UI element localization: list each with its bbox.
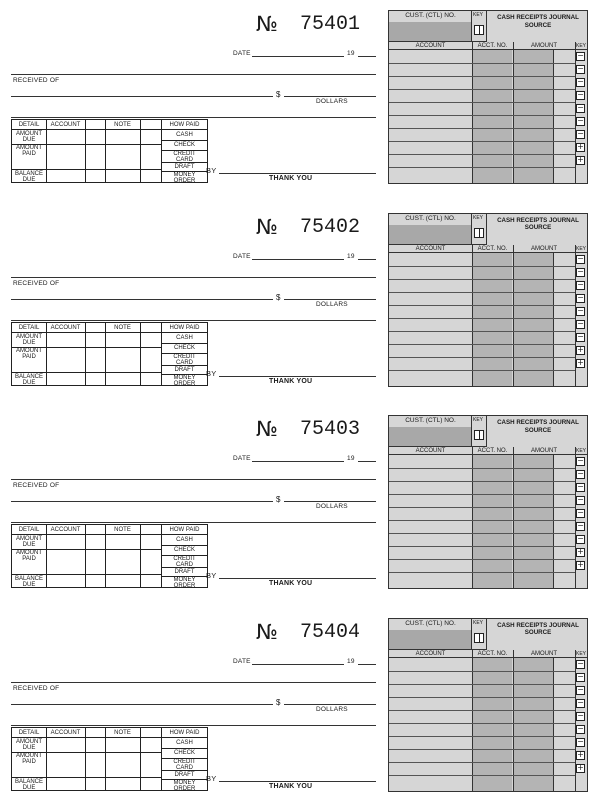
journal-stub: [388, 618, 588, 792]
header-detail: DETAIL: [18, 527, 40, 533]
key-minus-icon[interactable]: −: [577, 456, 584, 465]
by-signature-field[interactable]: [219, 173, 376, 174]
acct-no-column: [472, 50, 512, 183]
header-account: ACCOUNT: [50, 527, 81, 533]
year-prefix: 19: [347, 252, 355, 260]
amount-column: [513, 455, 553, 588]
by-signature-field[interactable]: [219, 781, 376, 782]
header-detail: DETAIL: [18, 729, 40, 736]
key-minus-icon[interactable]: −: [577, 90, 584, 99]
cust-number-field[interactable]: [389, 427, 471, 446]
how-paid-credit-card: CREDIT CARD: [173, 353, 196, 366]
balance-due-label: BALANCE DUE: [15, 576, 44, 588]
stub-row-line: [389, 279, 575, 280]
by-label: BY: [206, 166, 217, 175]
stub-row-line: [389, 167, 575, 168]
how-paid-cash: CASH: [176, 334, 193, 341]
stub-row-line: [389, 76, 575, 77]
number-symbol: №: [256, 417, 277, 441]
key-minus-icon[interactable]: −: [577, 508, 584, 517]
stub-row-line: [389, 546, 575, 547]
dollars-label: DOLLARS: [316, 98, 348, 105]
acct-no-column: [472, 253, 512, 386]
divider: [11, 277, 376, 278]
stub-row-line: [389, 115, 575, 116]
key-minus-icon[interactable]: −: [577, 658, 584, 668]
received-of-label: RECEIVED OF: [13, 684, 60, 692]
cust-number-box: [389, 619, 472, 650]
stub-title: CASH RECEIPTS JOURNAL SOURCE: [497, 621, 579, 636]
header-how-paid: HOW PAID: [169, 122, 200, 128]
stub-row-line: [389, 572, 575, 573]
date-label: DATE: [233, 252, 251, 260]
how-paid-draft: DRAFT: [174, 771, 195, 778]
dollars-label: DOLLARS: [316, 300, 348, 308]
stub-row-line: [389, 507, 575, 508]
amount-column: [513, 658, 553, 791]
stub-header-amount: AMOUNT: [531, 650, 557, 657]
how-paid-check: CHECK: [173, 142, 195, 148]
cust-number-label: CUST. (CTL) NO.: [405, 417, 456, 424]
stub-header-acct-no: ACCT. NO.: [477, 245, 508, 252]
key-label: KEY: [473, 214, 484, 221]
date-label: DATE: [233, 657, 251, 665]
how-paid-money-order: MONEY ORDER: [173, 172, 196, 184]
detail-table: [11, 524, 208, 588]
amount-words-field[interactable]: [11, 117, 376, 118]
header-how-paid: HOW PAID: [169, 324, 200, 331]
stub-row-line: [389, 128, 575, 129]
acct-no-column: [472, 455, 512, 588]
header-account: ACCOUNT: [50, 729, 81, 736]
dollars-label: DOLLARS: [316, 503, 348, 510]
amount-due-label: AMOUNT DUE: [16, 333, 42, 346]
header-how-paid: HOW PAID: [169, 729, 200, 736]
how-paid-credit-card: CREDIT CARD: [173, 758, 196, 771]
cust-number-box: [389, 416, 472, 447]
received-of-label: RECEIVED OF: [13, 279, 60, 287]
how-paid-money-order: MONEY ORDER: [173, 374, 196, 387]
stub-title: CASH RECEIPTS JOURNAL SOURCE: [497, 216, 579, 231]
stub-header-account: ACCOUNT: [415, 650, 446, 657]
header-note: NOTE: [114, 324, 131, 331]
stub-row-line: [389, 468, 575, 469]
stub-header-account: ACCOUNT: [415, 448, 446, 454]
by-label: BY: [206, 571, 217, 580]
divider: [11, 479, 376, 480]
key-minus-icon[interactable]: −: [577, 305, 584, 315]
year-prefix: 19: [347, 657, 355, 665]
thank-you: THANK YOU: [269, 782, 313, 790]
header-note: NOTE: [114, 527, 131, 533]
number-symbol: №: [256, 12, 277, 36]
key-minus-icon[interactable]: −: [577, 736, 584, 746]
key-checkbox[interactable]: [474, 633, 484, 643]
date-label: DATE: [233, 455, 251, 462]
key-minus-icon[interactable]: −: [577, 51, 584, 60]
divider: [11, 74, 376, 75]
key-minus-icon[interactable]: −: [577, 469, 584, 478]
stub-header-key: KEY: [575, 448, 586, 454]
header-account: ACCOUNT: [50, 324, 81, 331]
amount-paid-label: AMOUNT PAID: [16, 145, 42, 157]
dollar-sign: $: [276, 697, 281, 707]
cust-number-field[interactable]: [389, 225, 471, 244]
how-paid-cash: CASH: [176, 537, 193, 543]
year-prefix: 19: [347, 455, 355, 462]
key-minus-icon[interactable]: −: [577, 266, 584, 276]
received-of-label: RECEIVED OF: [13, 77, 60, 84]
stub-title: CASH RECEIPTS JOURNAL SOURCE: [497, 419, 579, 434]
how-paid-check: CHECK: [173, 749, 195, 756]
stub-row-line: [389, 141, 575, 142]
how-paid-credit-card: CREDIT CARD: [173, 556, 196, 568]
balance-due-label: BALANCE DUE: [15, 373, 44, 386]
key-plus-icon[interactable]: +: [577, 762, 584, 772]
receipt-number: 75404: [300, 620, 361, 644]
how-paid-money-order: MONEY ORDER: [173, 577, 196, 589]
year-field[interactable]: [358, 259, 376, 260]
date-label: DATE: [233, 50, 251, 57]
year-field[interactable]: [358, 664, 376, 665]
stub-row-line: [389, 154, 575, 155]
key-box: [472, 619, 487, 650]
header-detail: DETAIL: [18, 324, 40, 331]
key-minus-icon[interactable]: −: [577, 710, 584, 720]
key-minus-icon[interactable]: −: [577, 331, 584, 341]
cust-number-label: CUST. (CTL) NO.: [405, 12, 456, 19]
balance-due-label: BALANCE DUE: [15, 171, 44, 183]
stub-header-amount: AMOUNT: [531, 448, 557, 454]
stub-row-line: [389, 710, 575, 711]
year-field[interactable]: [358, 56, 376, 57]
stub-row-line: [389, 481, 575, 482]
stub-row-line: [389, 305, 575, 306]
stub-row-line: [389, 749, 575, 750]
amount-paid-label: AMOUNT PAID: [16, 550, 42, 562]
amount-field[interactable]: [284, 704, 376, 705]
year-prefix: 19: [347, 50, 355, 57]
received-of-field[interactable]: [11, 501, 273, 502]
header-account: ACCOUNT: [50, 122, 81, 128]
stub-row-line: [389, 63, 575, 64]
stub-row-line: [389, 684, 575, 685]
key-minus-icon[interactable]: −: [577, 684, 584, 694]
how-paid-draft: DRAFT: [174, 366, 195, 373]
receipt-form: [0, 203, 600, 404]
how-paid-draft: DRAFT: [174, 569, 195, 575]
stub-header-acct-no: ACCT. NO.: [477, 448, 508, 454]
date-field[interactable]: [252, 664, 344, 665]
amount-due-label: AMOUNT DUE: [16, 536, 42, 548]
amount-field[interactable]: [284, 501, 376, 502]
by-signature-field[interactable]: [219, 376, 376, 377]
stub-row-line: [389, 697, 575, 698]
key-plus-icon[interactable]: +: [577, 344, 584, 354]
stub-header-account: ACCOUNT: [415, 43, 446, 49]
dollars-label: DOLLARS: [316, 705, 348, 713]
cust-number-label: CUST. (CTL) NO.: [405, 619, 456, 627]
amount-column: [513, 50, 553, 183]
stub-row-line: [389, 533, 575, 534]
received-of-field[interactable]: [11, 96, 273, 97]
receipt-form: [0, 608, 600, 804]
number-symbol: №: [256, 619, 277, 644]
stub-header-row: [389, 650, 587, 658]
stub-header-key: KEY: [575, 650, 586, 657]
key-checkbox[interactable]: [474, 25, 484, 35]
stub-row-line: [389, 344, 575, 345]
key-minus-icon[interactable]: −: [577, 318, 584, 328]
key-box: [472, 11, 487, 42]
amount-paid-label: AMOUNT PAID: [16, 347, 42, 360]
number-symbol: №: [256, 214, 277, 239]
year-field[interactable]: [358, 461, 376, 462]
journal-stub: [388, 10, 588, 184]
date-field[interactable]: [252, 259, 344, 260]
amount-due-label: AMOUNT DUE: [16, 131, 42, 143]
receipt-number: 75402: [300, 215, 361, 239]
stub-header-key: KEY: [575, 245, 586, 252]
stub-row-line: [389, 494, 575, 495]
journal-stub: [388, 213, 588, 387]
header-note: NOTE: [114, 122, 131, 128]
by-label: BY: [206, 773, 217, 783]
stub-header-row: [389, 42, 587, 50]
stub-row-line: [389, 292, 575, 293]
key-label: KEY: [473, 417, 484, 423]
stub-row-line: [389, 736, 575, 737]
stub-row-line: [389, 331, 575, 332]
acct-no-column: [472, 658, 512, 791]
cust-number-label: CUST. (CTL) NO.: [405, 214, 456, 222]
stub-header-amount: AMOUNT: [531, 245, 557, 252]
divider: [11, 682, 376, 683]
dollar-sign: $: [276, 495, 281, 504]
dollar-sign: $: [276, 292, 281, 302]
key-label: KEY: [473, 12, 484, 18]
balance-due-label: BALANCE DUE: [15, 778, 44, 791]
stub-header-amount: AMOUNT: [531, 43, 557, 49]
stub-row-line: [389, 89, 575, 90]
key-plus-icon[interactable]: +: [577, 155, 584, 164]
detail-table: [11, 119, 208, 183]
by-signature-field[interactable]: [219, 578, 376, 579]
stub-row-line: [389, 559, 575, 560]
stub-row-line: [389, 370, 575, 371]
stub-header-acct-no: ACCT. NO.: [477, 43, 508, 49]
key-minus-icon[interactable]: −: [577, 521, 584, 530]
date-field[interactable]: [252, 461, 344, 462]
amount-words-field[interactable]: [11, 522, 376, 523]
key-minus-icon[interactable]: −: [577, 671, 584, 681]
date-field[interactable]: [252, 56, 344, 57]
stub-header-account: ACCOUNT: [415, 245, 446, 252]
dollar-sign: $: [276, 90, 281, 99]
key-plus-icon[interactable]: +: [577, 142, 584, 151]
key-plus-icon[interactable]: +: [577, 547, 584, 556]
receipt-form: [0, 405, 600, 606]
key-minus-icon[interactable]: −: [577, 103, 584, 112]
stub-title: CASH RECEIPTS JOURNAL SOURCE: [497, 14, 579, 29]
key-minus-icon[interactable]: −: [577, 482, 584, 491]
receipt-form: [0, 0, 600, 201]
cust-number-box: [389, 11, 472, 42]
key-minus-icon[interactable]: −: [577, 116, 584, 125]
journal-stub: [388, 415, 588, 589]
stub-row-line: [389, 266, 575, 267]
thank-you: THANK YOU: [269, 175, 313, 182]
key-label: KEY: [473, 619, 484, 626]
key-checkbox[interactable]: [474, 430, 484, 440]
thank-you: THANK YOU: [269, 377, 313, 385]
detail-table: [11, 322, 208, 386]
key-checkbox[interactable]: [474, 228, 484, 238]
detail-table: [11, 727, 208, 791]
header-note: NOTE: [114, 729, 131, 736]
key-minus-icon[interactable]: −: [577, 77, 584, 86]
how-paid-check: CHECK: [173, 344, 195, 351]
stub-row-line: [389, 318, 575, 319]
how-paid-draft: DRAFT: [174, 164, 195, 170]
received-of-label: RECEIVED OF: [13, 482, 60, 489]
amount-field[interactable]: [284, 299, 376, 300]
key-minus-icon[interactable]: −: [577, 495, 584, 504]
key-box: [472, 214, 487, 245]
cust-number-field[interactable]: [389, 22, 471, 41]
amount-field[interactable]: [284, 96, 376, 97]
how-paid-credit-card: CREDIT CARD: [173, 151, 196, 163]
stub-row-line: [389, 520, 575, 521]
amount-paid-label: AMOUNT PAID: [16, 752, 42, 765]
key-plus-icon[interactable]: +: [577, 560, 584, 569]
how-paid-check: CHECK: [173, 547, 195, 553]
key-minus-icon[interactable]: −: [577, 292, 584, 302]
key-plus-icon[interactable]: +: [577, 749, 584, 759]
key-minus-icon[interactable]: −: [577, 279, 584, 289]
stub-row-line: [389, 357, 575, 358]
stub-row-line: [389, 762, 575, 763]
key-minus-icon[interactable]: −: [577, 129, 584, 138]
key-plus-icon[interactable]: +: [577, 357, 584, 367]
receipt-number: 75403: [300, 418, 361, 441]
by-label: BY: [206, 368, 217, 378]
amount-column: [513, 253, 553, 386]
how-paid-cash: CASH: [176, 132, 193, 138]
received-of-field[interactable]: [11, 299, 273, 300]
amount-words-field[interactable]: [11, 320, 376, 321]
stub-row-line: [389, 671, 575, 672]
how-paid-cash: CASH: [176, 739, 193, 746]
stub-row-line: [389, 102, 575, 103]
header-detail: DETAIL: [18, 122, 40, 128]
stub-header-key: KEY: [575, 43, 586, 49]
amount-due-label: AMOUNT DUE: [16, 738, 42, 751]
stub-header-row: [389, 447, 587, 455]
receipt-number: 75401: [300, 13, 361, 36]
amount-words-field[interactable]: [11, 725, 376, 726]
key-box: [472, 416, 487, 447]
key-minus-icon[interactable]: −: [577, 723, 584, 733]
key-minus-icon[interactable]: −: [577, 64, 584, 73]
thank-you: THANK YOU: [269, 580, 313, 587]
stub-row-line: [389, 723, 575, 724]
stub-row-line: [389, 775, 575, 776]
stub-header-acct-no: ACCT. NO.: [477, 650, 508, 657]
how-paid-money-order: MONEY ORDER: [173, 779, 196, 792]
key-minus-icon[interactable]: −: [577, 534, 584, 543]
header-how-paid: HOW PAID: [169, 527, 200, 533]
stub-header-row: [389, 245, 587, 253]
key-minus-icon[interactable]: −: [577, 697, 584, 707]
cust-number-box: [389, 214, 472, 245]
cust-number-field[interactable]: [389, 630, 471, 649]
key-minus-icon[interactable]: −: [577, 253, 584, 263]
received-of-field[interactable]: [11, 704, 273, 705]
